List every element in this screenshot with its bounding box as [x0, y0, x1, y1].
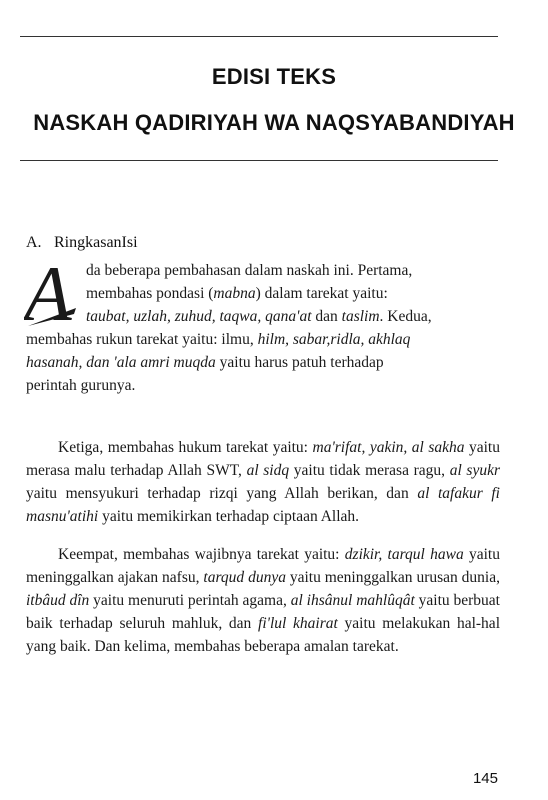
paragraph-2: Ketiga, membahas hukum tarekat yaitu: ma'rifat, yakin, al sakha yaitu merasa malu terhadap Allah SWT, al sidq yaitu tidak merasa ragu, al syukr yaitu mensyukuri terhadap rizqi yang Allah berikan, dan al tafakur fi masnu'atihi yaitu memikirkan terhadap ciptaan Allah. — [26, 439, 500, 525]
section-heading — [26, 234, 138, 252]
dropcap-letter: A — [24, 260, 72, 330]
paragraph-1 — [26, 259, 500, 397]
p1-line3: taubat, uzlah, zuhud, taqwa, qana'at dan taslim. Kedua, — [86, 308, 432, 325]
p1-line5: hasanah, dan 'ala amri muqda yaitu harus patuh terhadap — [26, 354, 384, 371]
p1-line6: perintah gurunya. — [26, 377, 136, 394]
paragraph-3: Keempat, membahas wajibnya tarekat yaitu: dzikir, tarqul hawa yaitu meninggalkan ajakan nafsu, tarqud dunya yaitu meninggalkan urusan dunia, itbâud dîn yaitu menuruti perintah agama, al ihsânul mahlûqât yaitu berbuat baik terhadap seluruh mahluk, dan fi'lul khairat yaitu melakukan hal-hal yang baik. Dan kelima, membahas beberapa amalan tarekat. — [26, 546, 500, 655]
top-rule — [20, 36, 498, 37]
p1-line2: membahas pondasi (mabna) dalam tarekat yaitu: — [86, 285, 388, 302]
chapter-title: EDISI TEKS — [211, 64, 337, 89]
section-number: A. — [26, 234, 42, 251]
section-heading-text: RingkasanIsi — [54, 234, 138, 251]
bottom-rule — [20, 160, 498, 161]
p1-line1: da beberapa pembahasan dalam naskah ini. Pertama, — [86, 262, 413, 279]
p1-line4: membahas rukun tarekat yaitu: ilmu, hilm, sabar,ridla, akhlaq — [26, 331, 411, 348]
page-number: 145 — [472, 770, 498, 787]
chapter-subtitle: NASKAH QADIRIYAH WA NAQSYABANDIYAH — [33, 110, 515, 135]
